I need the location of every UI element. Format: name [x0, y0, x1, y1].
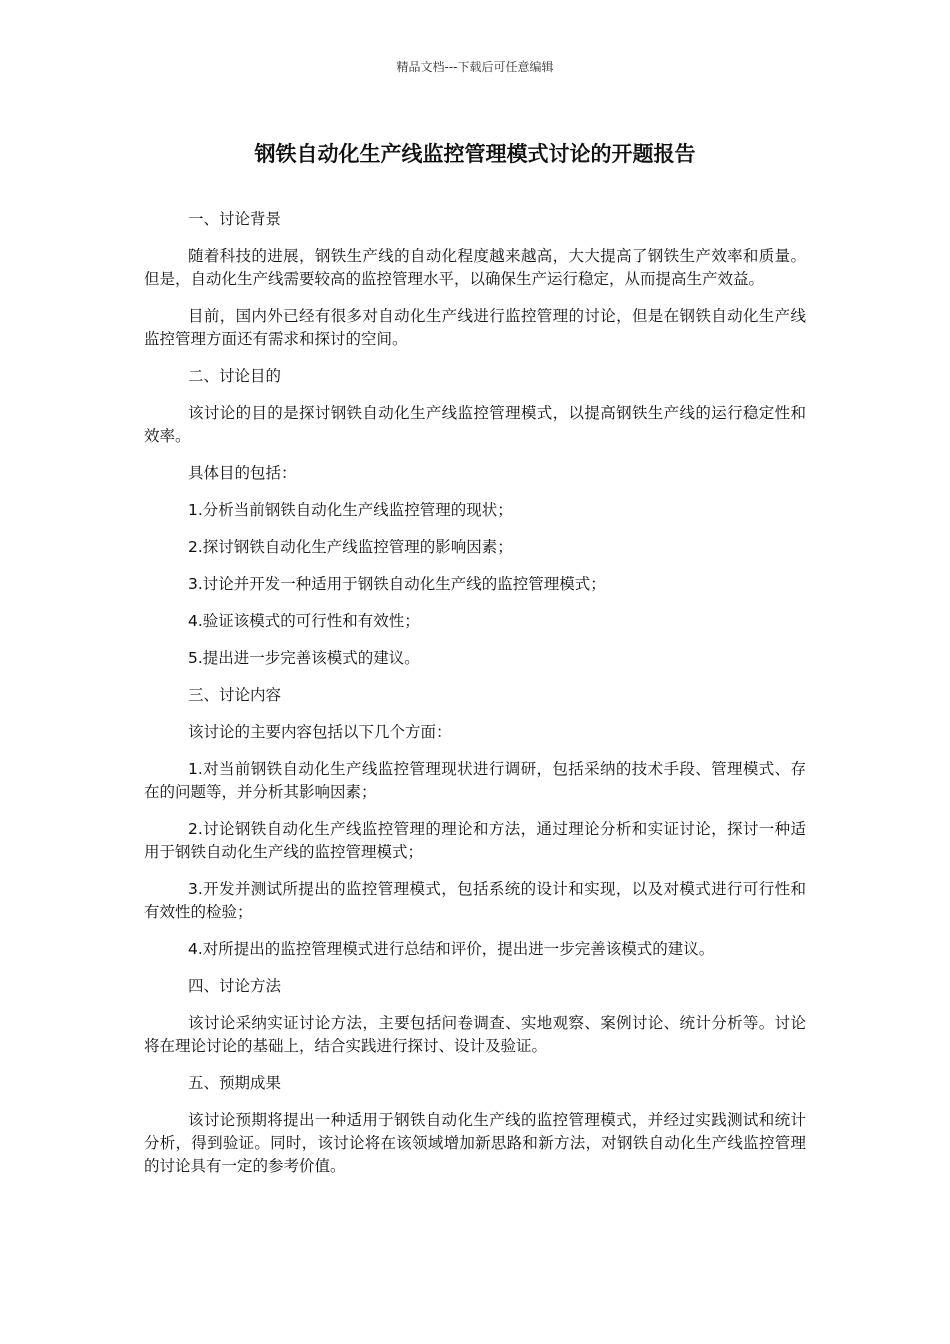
list-item: 4.验证该模式的可行性和有效性； [188, 612, 420, 630]
list-item: 1.分析当前钢铁自动化生产线监控管理的现状； [188, 501, 513, 519]
list-item: 1.对当前钢铁自动化生产线监控管理现状进行调研，包括采纳的技术手段、管理模式、存在的问题等，并分析其影响因素； [144, 760, 806, 801]
paragraph: 该讨论的主要内容包括以下几个方面： [188, 723, 452, 741]
list-item: 2.讨论钢铁自动化生产线监控管理的理论和方法，通过理论分析和实证讨论，探讨一种适用于钢铁自动化生产线的监控管理模式； [144, 820, 806, 861]
section-heading-purpose: 二、讨论目的 [188, 367, 282, 385]
section-heading-background: 一、讨论背景 [188, 210, 282, 228]
paragraph: 该讨论采纳实证讨论方法，主要包括问卷调查、实地观察、案例讨论、统计分析等。讨论将在理论讨论的基础上，结合实践进行探讨、设计及验证。 [144, 1014, 806, 1055]
paragraph: 该讨论的目的是探讨钢铁自动化生产线监控管理模式，以提高钢铁生产线的运行稳定性和效率。 [144, 404, 806, 445]
list-item: 3.开发并测试所提出的监控管理模式，包括系统的设计和实现，以及对模式进行可行性和有效性的检验； [144, 880, 806, 921]
paragraph: 具体目的包括： [188, 464, 297, 482]
section-heading-content: 三、讨论内容 [188, 686, 282, 704]
document-title: 钢铁自动化生产线监控管理模式讨论的开题报告 [254, 142, 696, 166]
section-heading-outcome: 五、预期成果 [188, 1074, 282, 1092]
paragraph: 目前，国内外已经有很多对自动化生产线进行监控管理的讨论，但是在钢铁自动化生产线监控管理方面还有需求和探讨的空间。 [144, 307, 806, 348]
list-item: 2.探讨钢铁自动化生产线监控管理的影响因素； [188, 538, 513, 556]
header-note: 精品文档---下载后可任意编辑 [396, 60, 554, 74]
paragraph: 随着科技的进展，钢铁生产线的自动化程度越来越高，大大提高了钢铁生产效率和质量。但是，自动化生产线需要较高的监控管理水平，以确保生产运行稳定，从而提高生产效益。 [144, 247, 806, 288]
list-item: 5.提出进一步完善该模式的建议。 [188, 649, 420, 667]
paragraph: 该讨论预期将提出一种适用于钢铁自动化生产线的监控管理模式，并经过实践测试和统计分析，得到验证。同时，该讨论将在该领域增加新思路和新方法，对钢铁自动化生产线监控管理的讨论具有一定的参考价值。 [144, 1111, 806, 1175]
section-heading-method: 四、讨论方法 [188, 977, 282, 995]
list-item: 3.讨论并开发一种适用于钢铁自动化生产线的监控管理模式； [188, 575, 606, 593]
document-body [144, 208, 806, 1192]
list-item: 4.对所提出的监控管理模式进行总结和评价，提出进一步完善该模式的建议。 [188, 940, 715, 958]
